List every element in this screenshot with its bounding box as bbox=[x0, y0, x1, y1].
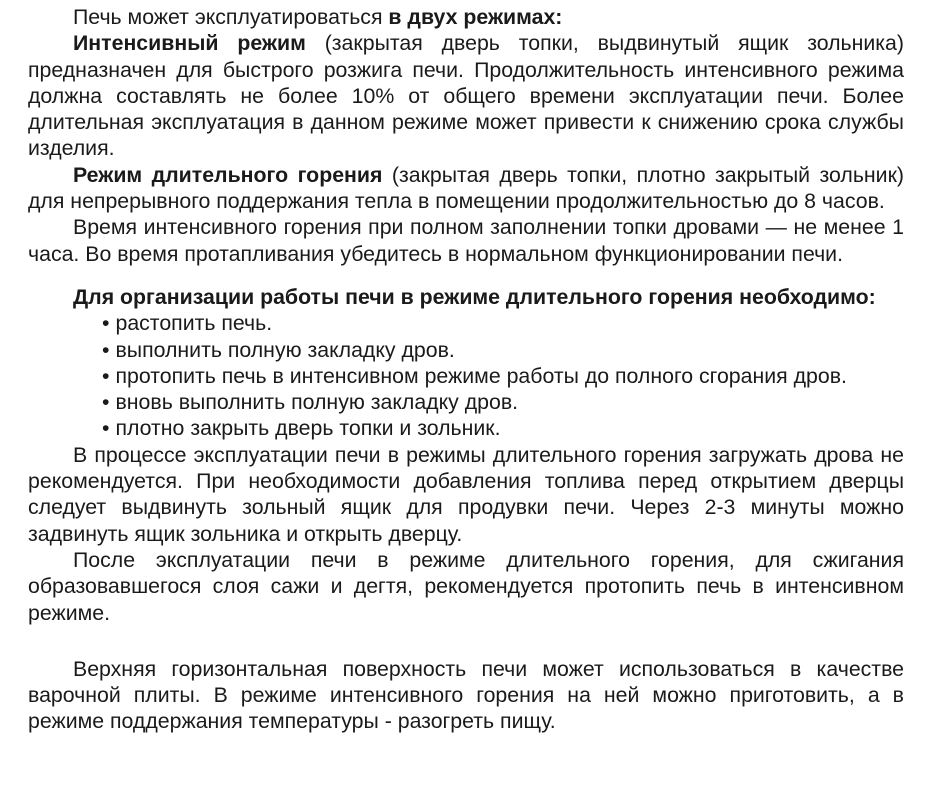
list-item-text: протопить печь в интенсивном режиме работы до полного сгорания дров. bbox=[115, 363, 847, 388]
long-burn-mode-paragraph bbox=[28, 162, 904, 215]
list-item bbox=[102, 310, 904, 336]
list-item-text: растопить печь. bbox=[115, 311, 273, 336]
bullet-icon: • bbox=[102, 311, 110, 336]
bullet-icon: • bbox=[102, 416, 110, 441]
bullet-icon: • bbox=[102, 390, 110, 415]
intro-paragraph bbox=[28, 4, 904, 30]
spacer bbox=[28, 626, 904, 656]
list-item bbox=[102, 389, 904, 415]
cooktop-note-paragraph: Верхняя горизонтальная поверхность печи может использоваться в качестве варочной плиты. В режиме интенсивного горения на ней можно приготовить, а в режиме поддержания температуры - разогреть пищу. bbox=[28, 656, 904, 734]
intro-text: Печь может эксплуатироваться bbox=[73, 5, 389, 29]
burn-time-paragraph: Время интенсивного горения при полном заполнении топки дровами — не менее 1 часа. Во время протапливания убедитесь в нормальном функционировании печи. bbox=[28, 215, 904, 266]
list-item-text: вновь выполнить полную закладку дров. bbox=[115, 390, 519, 415]
long-burn-mode-text: (закрытая дверь топки, плотно закрытый зольник) для непрерывного поддержания тепла в помещении продолжительностью до 8 часов. bbox=[28, 162, 904, 214]
intensive-mode-text: (закрытая дверь топки, выдвинутый ящик зольника) предназначен для быстрого розжига печи. Продолжительность интенсивного режима должна составлять не более 10% от общего времени эксплуатации печи. Более длительная эксплуатация в данном режиме может привести к снижению срока службы изделия. bbox=[28, 31, 904, 161]
soot-note-paragraph: После эксплуатации печи в режиме длительного горения, для сжигания образовавшегося слоя сажи и дегтя, рекомендуется протопить печь в интенсивном режиме. bbox=[28, 547, 904, 625]
intensive-mode-paragraph bbox=[28, 30, 904, 161]
intensive-mode-title: Интенсивный режим bbox=[73, 31, 306, 56]
steps-list bbox=[28, 310, 904, 441]
bullet-icon: • bbox=[102, 337, 110, 362]
bullet-icon: • bbox=[102, 363, 110, 388]
reload-note-paragraph: В процессе эксплуатации печи в режимы длительного горения загружать дрова не рекомендуется. При необходимости добавления топлива перед открытием дверцы следует выдвинуть зольный ящик для продувки печи. Через 2-3 минуты можно задвинуть ящик зольника и открыть дверцу. bbox=[28, 442, 904, 546]
spacer bbox=[28, 267, 904, 284]
list-item-text: плотно закрыть дверь топки и зольник. bbox=[115, 416, 501, 441]
list-item bbox=[102, 363, 904, 389]
list-item bbox=[102, 337, 904, 363]
long-burn-mode-title: Режим длительного горения bbox=[73, 162, 383, 187]
intro-bold-text: в двух режимах: bbox=[388, 5, 563, 29]
list-item bbox=[102, 415, 904, 441]
list-item-text: выполнить полную закладку дров. bbox=[115, 337, 455, 362]
steps-heading: Для организации работы печи в режиме длительного горения необходимо: bbox=[73, 284, 876, 309]
